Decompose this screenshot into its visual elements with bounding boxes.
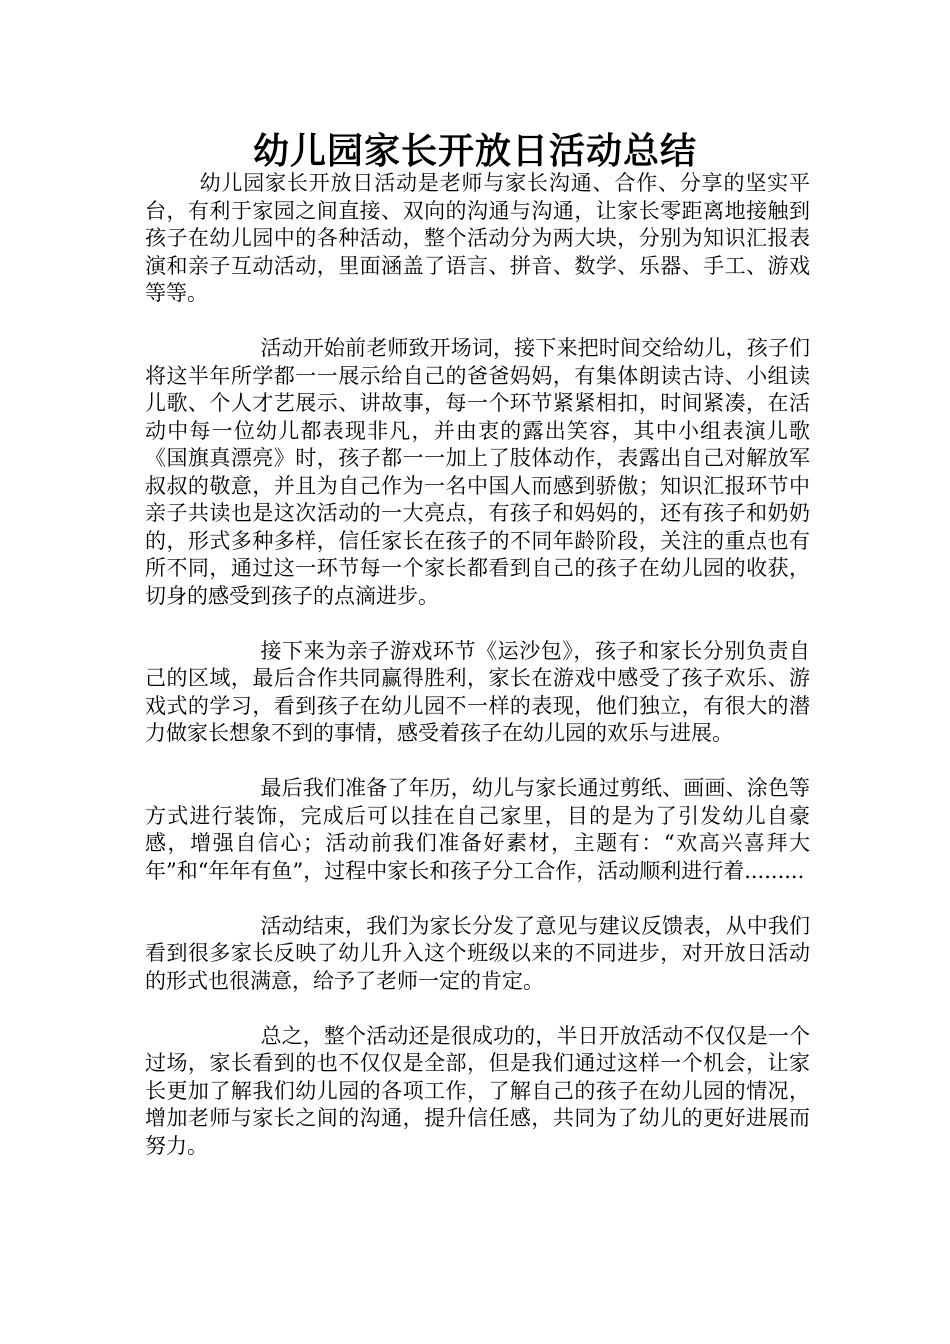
paragraph-calendar-craft: 最后我们准备了年历，幼儿与家长通过剪纸、画画、涂色等方式进行装饰，完成后可以挂在自己家里，目的是为了引发幼儿自豪感，增强自信心；活动前我们准备好素材，主题有：“欢高兴喜拜大年”和“年年有鱼”，过程中家长和孩子分工合作，活动顺利进行着......... xyxy=(145,776,810,883)
document-title: 幼儿园家长开放日活动总结 xyxy=(252,130,697,172)
paragraph-intro: 幼儿园家长开放日活动是老师与家长沟通、合作、分享的坚实平台，有利于家园之间直接、双向的沟通与沟通，让家长零距离地接触到孩子在幼儿园中的各种活动，整个活动分为两大块，分别为知识汇报表演和亲子互动活动，里面涵盖了语言、拼音、数学、乐器、手工、游戏等等。 xyxy=(145,171,810,305)
paragraph-parent-child-game: 接下来为亲子游戏环节《运沙包》，孩子和家长分别负责自己的区域，最后合作共同赢得胜利，家长在游戏中感受了孩子欢乐、游戏式的学习，看到孩子在幼儿园不一样的表现，他们独立，有很大的潜力做家长想象不到的事情，感受着孩子在幼儿园的欢乐与进展。 xyxy=(145,638,810,745)
paragraph-feedback: 活动结束，我们为家长分发了意见与建议反馈表，从中我们看到很多家长反映了幼儿升入这个班级以来的不同进步，对开放日活动的形式也很满意，给予了老师一定的肯定。 xyxy=(145,913,810,993)
paragraph-opening-performance: 活动开始前老师致开场词，接下来把时间交给幼儿，孩子们将这半年所学都一一展示给自己的爸爸妈妈，有集体朗读古诗、小组读儿歌、个人才艺展示、讲故事，每一个环节紧紧相扣，时间紧凑，在活动中每一位幼儿都表现非凡，并由衷的露出笑容，其中小组表演儿歌《国旗真漂亮》时，孩子都一一加上了肢体动作，表露出自己对解放军叔叔的敬意，并且为自己作为一名中国人而感到骄傲；知识汇报环节中亲子共读也是这次活动的一大亮点，有孩子和妈妈的，还有孩子和奶奶的，形式多种多样，信任家长在孩子的不同年龄阶段，关注的重点也有所不同，通过这一环节每一个家长都看到自己的孩子在幼儿园的收获，切身的感受到孩子的点滴进步。 xyxy=(145,336,810,608)
paragraph-conclusion: 总之，整个活动还是很成功的，半日开放活动不仅仅是一个过场，家长看到的也不仅仅是全部，但是我们通过这样一个机会，让家长更加了解我们幼儿园的各项工作，了解自己的孩子在幼儿园的情况，增加老师与家长之间的沟通，提升信任感，共同为了幼儿的更好进展而努力。 xyxy=(145,1023,810,1158)
document-body xyxy=(145,170,810,1188)
